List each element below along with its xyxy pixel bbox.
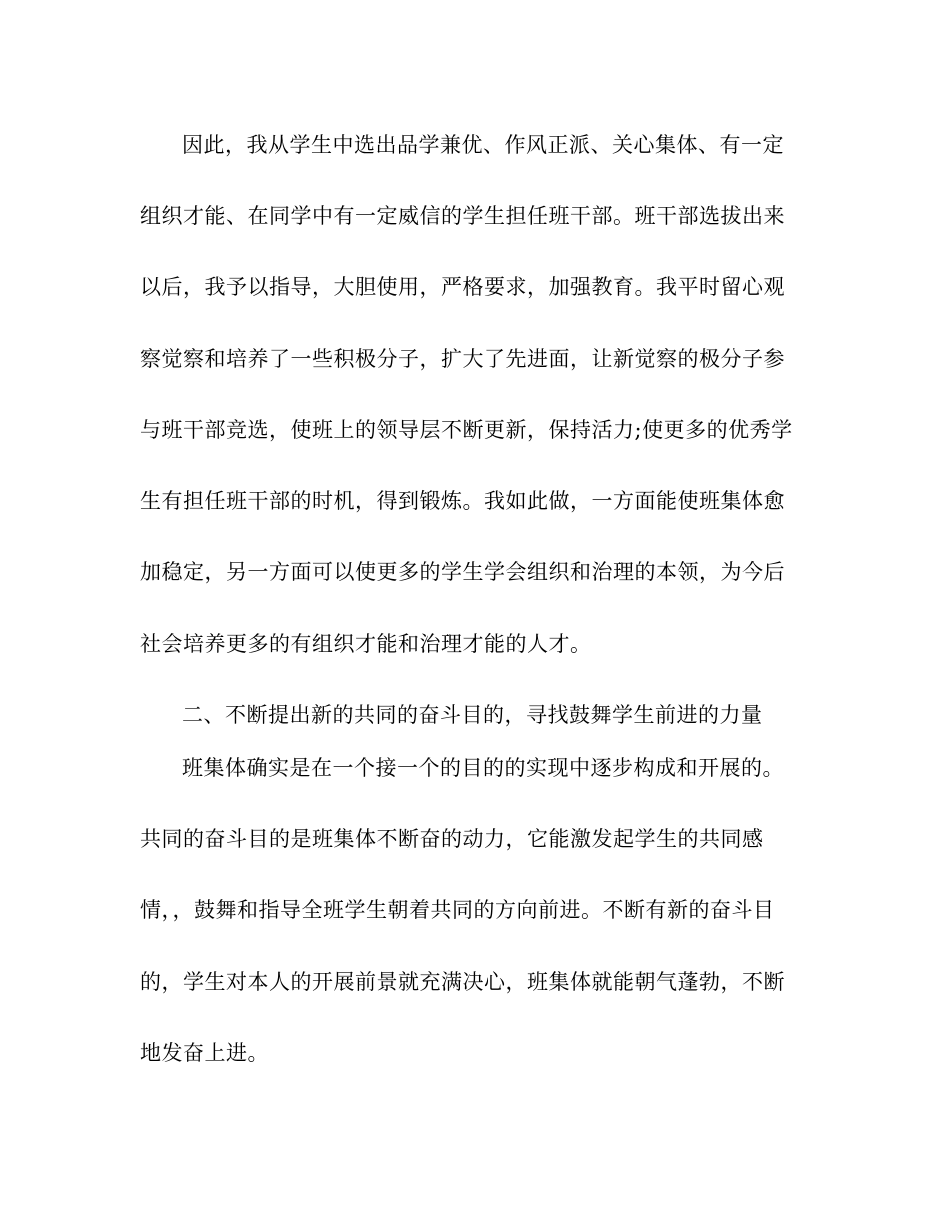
- paragraph-2-line-4: 的，学生对本人的开展前景就充满决心，班集体就能朝气蓬勃，不断: [140, 970, 785, 994]
- paragraph-1-line-6: 生有担任班干部的时机，得到锻炼。我如此做，一方面能使班集体愈: [140, 489, 785, 513]
- paragraph-2-line-3: 情，，鼓舞和指导全班学生朝着共同的方向前进。不断有新的奋斗目: [140, 898, 775, 922]
- paragraph-1-line-3: 以后，我予以指导，大胆使用，严格要求，加强教育。我平时留心观: [140, 275, 785, 299]
- paragraph-1-line-8: 社会培养更多的有组织才能和治理才能的人才。: [140, 632, 592, 656]
- paragraph-2-line-5: 地发奋上进。: [140, 1041, 269, 1065]
- section-heading-2: 二、不断提出新的共同的奋斗目的，寻找鼓舞学生前进的力量: [182, 703, 763, 727]
- paragraph-2-line-2: 共同的奋斗目的是班集体不断奋的动力，它能激发起学生的共同感: [140, 827, 764, 851]
- paragraph-1-line-2: 组织才能、在同学中有一定威信的学生担任班干部。班干部选拔出来: [140, 204, 785, 228]
- paragraph-1-line-4: 察觉察和培养了一些积极分子，扩大了先进面，让新觉察的极分子参: [140, 347, 785, 371]
- paragraph-1-line-7: 加稳定，另一方面可以使更多的学生学会组织和治理的本领，为今后: [140, 560, 785, 584]
- paragraph-1-line-1: 因此，我从学生中选出品学兼优、作风正派、关心集体、有一定: [182, 133, 784, 157]
- paragraph-1-line-5: 与班干部竞选，使班上的领导层不断更新，保持活力;使更多的优秀学: [140, 418, 793, 442]
- paragraph-2-line-1: 班集体确实是在一个接一个的目的的实现中逐步构成和开展的。: [182, 756, 784, 780]
